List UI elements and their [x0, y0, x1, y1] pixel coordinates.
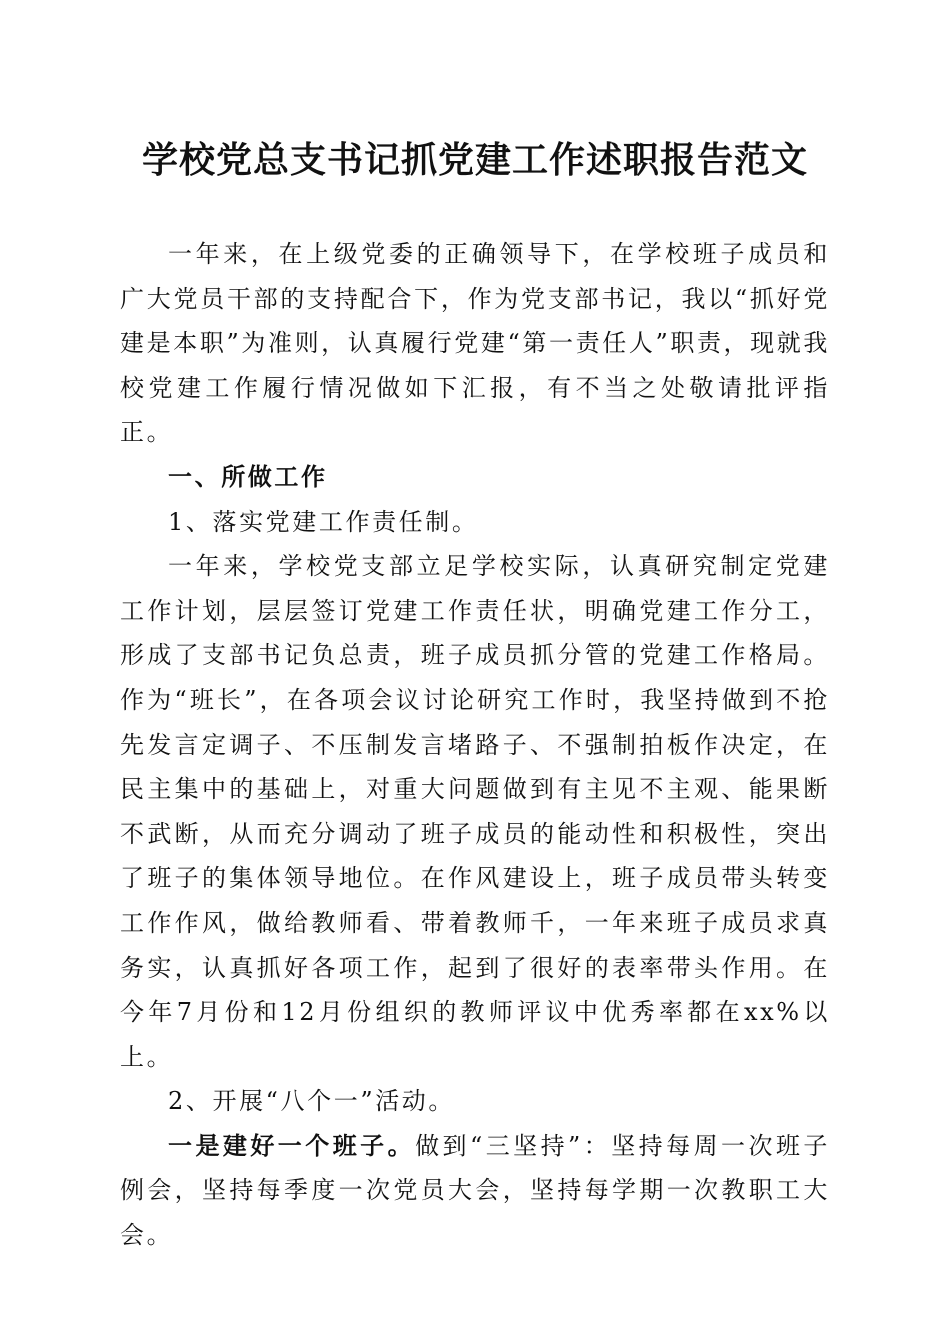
section-heading: 一、所做工作 — [168, 461, 328, 491]
item2-lead: 一是建好一个班子。 — [168, 1130, 416, 1160]
item2-heading: 2、开展“八个一”活动。 — [168, 1087, 456, 1116]
item1-paragraph: 一年来，学校党支部立足学校实际，认真研究制定党建工作计划，层层签订党建工作责任状，明确党建工作分工，形成了支部书记负总责，班子成员抓分管的党建工作格局。作为“班长”，在各项会议讨论研究工作时，我坚持做到不抢先发言定调子、不压制发言堵路子、不强制拍板作决定，在民主集中的基础上，对重大问题做到有主见不主观、能果断不武断，从而充分调动了班子成员的能动性和积极性，突出了班子的集体领导地位。在作风建设上，班子成员带头转变工作作风，做给教师看、带着教师千，一年来班子成员求真务实，认真抓好各项工作，起到了很好的表率带头作用。在今年7月份和12月份组织的教师评议中优秀率都在xx%以上。 — [120, 552, 830, 1071]
item2-paragraph — [120, 1124, 830, 1258]
intro-paragraph: 一年来，在上级党委的正确领导下，在学校班子成员和广大党员干部的支持配合下，作为党支部书记，我以“抓好党建是本职”为准则，认真履行党建“第一责任人”职责，现就我校党建工作履行情况做如下汇报，有不当之处敬请批评指正。 — [120, 240, 830, 447]
document-body — [120, 232, 830, 1258]
item1-heading: 1、落实党建工作责任制。 — [168, 507, 479, 536]
item2-body: 做到“三坚持”：坚持每周一次班子例会，坚持每季度一次党员大会，坚持每学期一次教职工大会。 — [120, 1131, 830, 1250]
document-title: 学校党总支书记抓党建工作述职报告范文 — [141, 139, 808, 181]
